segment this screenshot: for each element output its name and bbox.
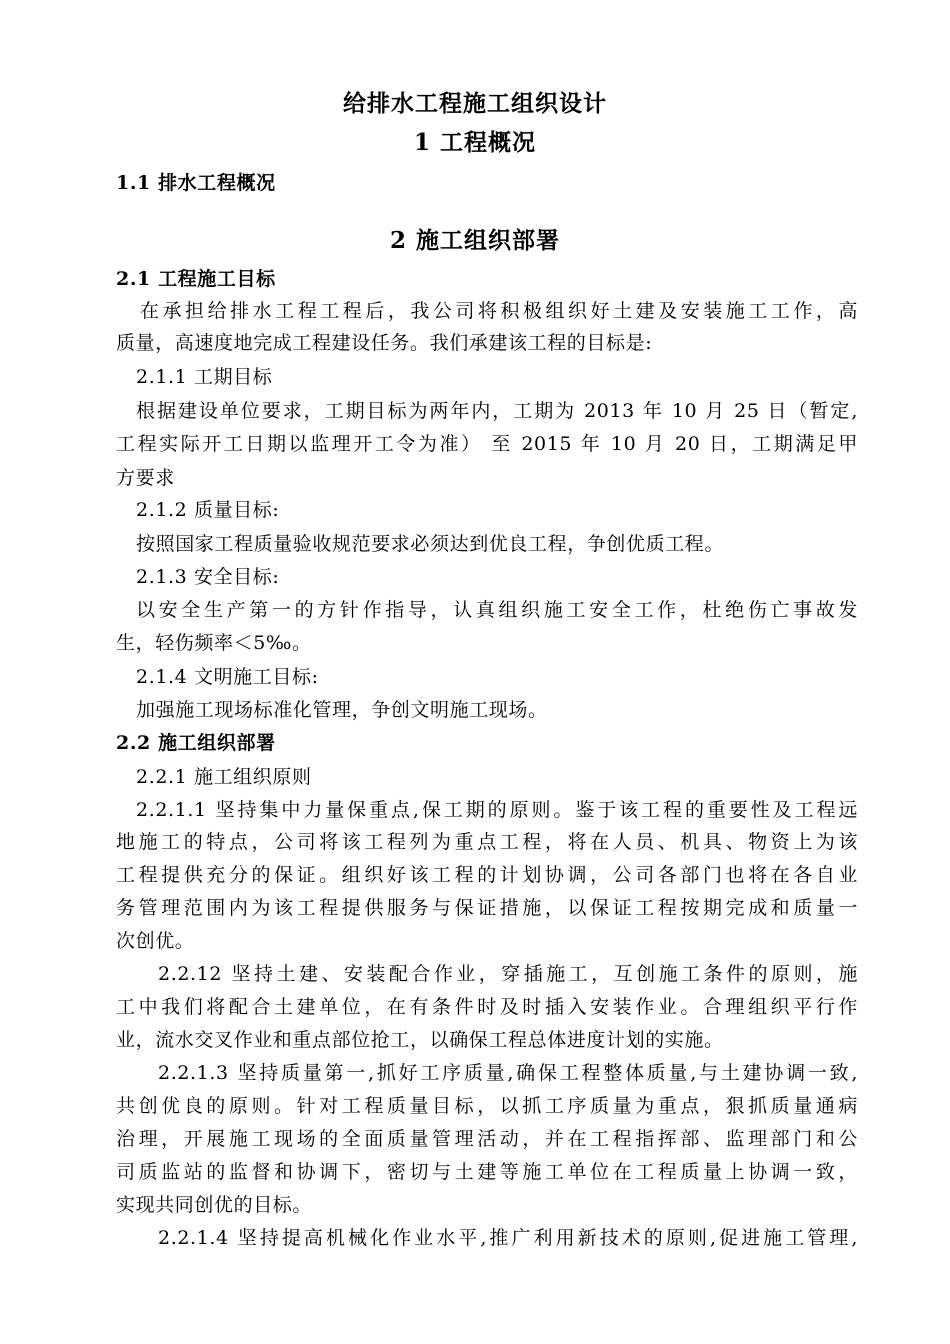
paragraph-line: 加强施工现场标准化管理，争创文明施工现场。	[136, 699, 548, 721]
subsection-2-1-3: 2.1.3 安全目标:	[136, 566, 280, 588]
subsection-2-2-1: 2.2.1 施工组织原则	[136, 766, 312, 788]
paragraph-line: 工程提供充分的保证。组织好该工程的计划协调，公司各部门也将在各自业	[116, 864, 858, 886]
paragraph-line: 共创优良的原则。针对工程质量目标，以抓工序质量为重点，狠抓质量通病	[116, 1095, 858, 1117]
chapter-1-heading: 1 工程概况	[413, 129, 536, 156]
paragraph-line: 质量，高速度地完成工程建设任务。我们承建该工程的目标是:	[116, 332, 653, 354]
section-2-2-heading: 2.2 施工组织部署	[116, 732, 276, 754]
paragraph-line: 根据建设单位要求，工期目标为两年内，工期为 2013 年 10 月 25 日（暂定,	[136, 400, 858, 422]
section-1-1-heading: 1.1 排水工程概况	[116, 172, 276, 194]
paragraph-line: 治理，开展施工现场的全面质量管理活动，并在工程指挥部、监理部门和公	[116, 1128, 858, 1150]
paragraph-line: 2.2.12 坚持土建、安装配合作业，穿插施工，互创施工条件的原则，施	[158, 963, 858, 985]
paragraph-line: 方要求	[116, 467, 175, 489]
paragraph-line: 2.2.1.3 坚持质量第一,抓好工序质量,确保工程整体质量,与土建协调一致,	[158, 1062, 858, 1084]
paragraph-line: 2.2.1.4 坚持提高机械化作业水平,推广利用新技术的原则,促进施工管理,	[158, 1227, 858, 1249]
paragraph-line: 生，轻伤频率＜5‰。	[116, 632, 312, 654]
paragraph-line: 业，流水交叉作业和重点部位抢工，以确保工程总体进度计划的实施。	[116, 1029, 724, 1051]
chapter-2-heading: 2 施工组织部署	[389, 227, 560, 254]
paragraph-line: 务管理范围内为该工程提供服务与保证措施，以保证工程按期完成和质量一	[116, 897, 858, 919]
paragraph-line: 次创优。	[116, 930, 195, 952]
paragraph-line: 工程实际开工日期以监理开工令为准） 至 2015 年 10 月 20 日，工期满足甲	[116, 433, 858, 455]
subsection-2-1-1: 2.1.1 工期目标	[136, 366, 273, 388]
paragraph-line: 2.2.1.1 坚持集中力量保重点,保工期的原则。鉴于该工程的重要性及工程远	[136, 799, 858, 821]
paragraph-line: 实现共同创优的目标。	[116, 1194, 313, 1216]
paragraph-line: 地施工的特点，公司将该工程列为重点工程，将在人员、机具、物资上为该	[116, 831, 858, 853]
paragraph-line: 在承担给排水工程工程后，我公司将积极组织好土建及安装施工工作，高	[140, 300, 858, 322]
paragraph-line: 按照国家工程质量验收规范要求必须达到优良工程，争创优质工程。	[136, 533, 725, 555]
paragraph-line: 工中我们将配合土建单位，在有条件时及时插入安装作业。合理组织平行作	[116, 996, 858, 1018]
paragraph-line: 以安全生产第一的方针作指导，认真组织施工安全工作，杜绝伤亡事故发	[136, 599, 858, 621]
paragraph-line: 司质监站的监督和协调下，密切与土建等施工单位在工程质量上协调一致，	[116, 1161, 858, 1183]
subsection-2-1-2: 2.1.2 质量目标:	[136, 499, 280, 521]
section-2-1-heading: 2.1 工程施工目标	[116, 268, 276, 290]
document-title: 给排水工程施工组织设计	[343, 90, 607, 117]
subsection-2-1-4: 2.1.4 文明施工目标:	[136, 666, 319, 688]
